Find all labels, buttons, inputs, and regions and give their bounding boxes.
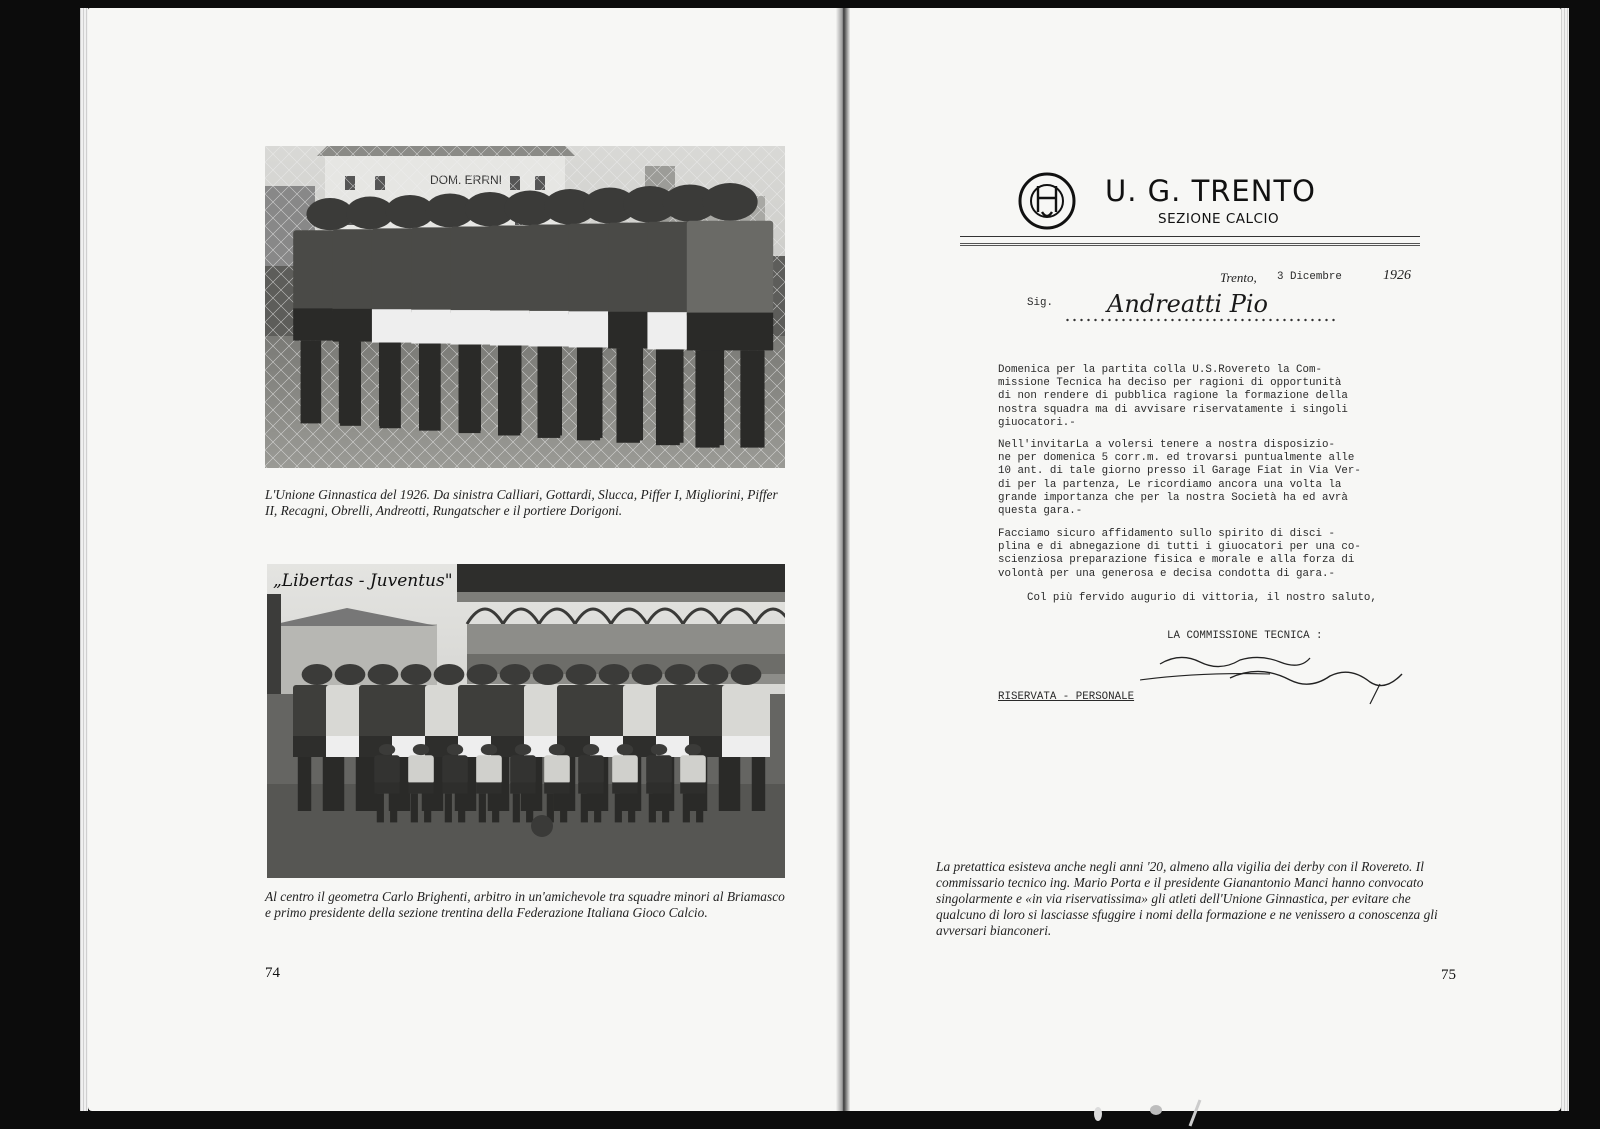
letter-closing: Col più fervido augurio di vittoria, il nostro saluto,	[1027, 592, 1377, 604]
letter-salutation: Sig.	[1027, 297, 1053, 309]
book-gutter	[836, 8, 850, 1111]
page-number-right: 75	[1441, 967, 1456, 983]
ug-trento-emblem-icon	[1018, 172, 1076, 230]
letter-year: 1926	[1383, 268, 1411, 283]
match-photo-libertas-juventus	[267, 564, 785, 878]
left-page-edge	[80, 8, 88, 1111]
photo2-caption: Al centro il geometra Carlo Brighenti, arbitro in un'amichevole tra squadre minori al Briamasco e primo presidente della sezione trentina della Federazione Italiana Gioco Calcio.	[265, 889, 785, 920]
handwritten-signatures	[1140, 644, 1420, 724]
letter-signatory: LA COMMISSIONE TECNICA :	[1167, 630, 1323, 642]
table-surface-objects	[1080, 1096, 1220, 1129]
letter-caption: La pretattica esisteva anche negli anni '20, almeno alla vigilia dei derby con il Rovereto. Il commissario tecnico ing. Mario Porta e il presidente Gianantonio Manci hanno convocato singolarmente e «in via riservatissima» gli atleti dell'Unione Ginnastica, per evitare che qualcuno di loro si lasciasse sfuggire i nomi della formazione e ne venissero a conoscenza gli avversari bianconeri.	[936, 859, 1438, 938]
letter-paragraph-1: Domenica per la partita colla U.S.Rovereto la Com- missione Tecnica ha deciso per ragioni di opportunità di non rendere di pubblica ragione la formazione della nostra squadra ma di avvisare riservatamente i singoli giuocatori.-	[998, 364, 1348, 429]
letter-recipient-handwritten: Andreatti Pio	[1107, 290, 1269, 318]
team-photo-1926	[265, 146, 785, 468]
page-number-left: 74	[265, 965, 280, 981]
handwritten-annotation: „Libertas - Juventus"	[273, 571, 453, 591]
photo1-caption: L'Unione Ginnastica del 1926. Da sinistra Calliari, Gottardi, Slucca, Piffer I, Migliorini, Piffer II, Recagni, Obrelli, Andreotti, Rungatscher e il portiere Dorigoni.	[265, 487, 778, 518]
letterhead-rule	[960, 236, 1420, 246]
letter-paragraph-2: Nell'invitarLa a volersi tenere a nostra disposizio- ne per domenica 5 corr.m. ed trovarsi puntualmente alle 10 ant. di tale giorno presso il Garage Fiat in Via Ver- di per la partenza, Le ricordiamo ancora una volta la grande importanza che per la nostra Società ha ed avrà questa gara.-	[998, 439, 1361, 518]
letter-date: 3 Dicembre	[1277, 271, 1342, 283]
reserved-note: RISERVATA - PERSONALE	[998, 691, 1135, 703]
letter-place: Trento,	[1220, 270, 1257, 285]
right-page-edge	[1561, 8, 1569, 1111]
letterhead-subtitle: SEZIONE CALCIO	[1158, 211, 1280, 227]
letter-paragraph-3: Facciamo sicuro affidamento sullo spirito di disci - plina e di abnegazione di tutti i giuocatori per una co- scienziosa preparazione fisica e morale e alla forza di volontà per una generosa e decisa condotta di gara.-	[998, 528, 1361, 580]
recipient-dotted-line	[1064, 318, 1336, 322]
letterhead-title: U. G. TRENTO	[1105, 174, 1316, 208]
